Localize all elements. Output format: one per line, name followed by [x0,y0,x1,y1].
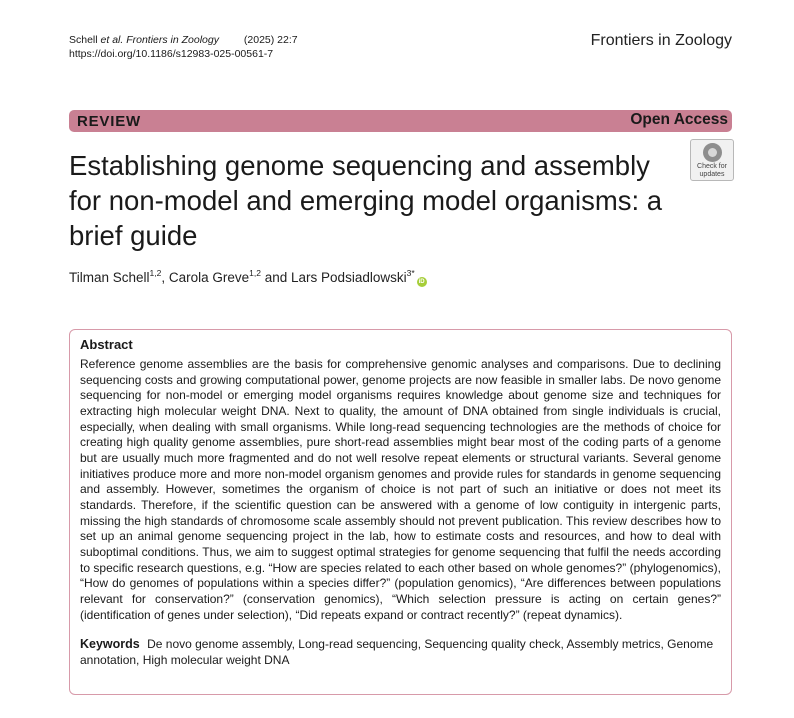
author-separator: , [161,270,169,285]
orcid-icon[interactable]: iD [418,279,425,285]
check-updates-line2: updates [699,170,725,178]
check-updates-line1: Check for [697,163,727,170]
abstract-heading: Abstract [80,337,133,352]
author-affiliation: 1,2 [149,268,162,278]
keywords [80,637,721,668]
keywords-label: Keywords [80,637,140,652]
check-for-updates-button[interactable] [690,139,734,181]
citation-year: (2025) 22:7 [243,34,298,46]
author-affiliation: 1,2 [249,268,261,278]
crossmark-icon [703,143,722,162]
author-list [69,268,427,287]
abstract-text: Reference genome assemblies are the basis for comprehensive genomic analyses and comparisons. Due to declining sequencing costs and growing computational power, genome projects are now feasible in smaller labs. De novo genome sequencing for non-model or emerging model organisms requires knowledge about genome size and techniques for extracting high molecular weight DNA. Next to quality, the amount of DNA obtained from single individuals is crucial, especially, when dealing with small organisms. While long-read sequencing technologies are the methods of choice for creating high quality genome assemblies, pure short-read assemblies might bear most of the coding parts of a genome but are usually much more fragmented and do not well resolve repeat elements or structural variants. Several genome initiatives produce more and more non-model organism genomes and provide rules for standards in genome sequencing and assembly. However, sometimes the organism of choice is not part of such an initiative or does not meet its standards. Therefore, if the scientific question can be answered with a genome of low contiguity in intergenic parts, missing the high standards of chromosome scale assembly should not prevent publication. This review describes how to set up an animal genome sequencing project in the lab, how to estimate costs and resources, and how to deal with suboptimal conditions. Thus, we aim to suggest optimal strategies for genome sequencing that fulfil the needs according to specific research questions, e.g. “How are species related to each other based on whole genomes?” (phylogenomics), “How do genomes of populations within a species differ?” (population genomics), “Are differences between populations relevant for conservation?” (conservation genomics), “Which selection pressure is acting on certain genes?” (identification of genes under selection), “Did repeats expand or contract recently?” (repeat dynamics). [80,357,721,622]
author-separator: and [261,270,292,285]
journal-name: Frontiers in Zoology [590,32,732,49]
abstract-box [69,329,732,695]
author-name[interactable]: Carola Greve [168,270,250,285]
author-affiliation: 3* [406,268,415,278]
article-type: REVIEW [77,113,141,130]
doi-link[interactable]: https://doi.org/10.1186/s12983-025-00561-7 [69,48,274,60]
author-name[interactable]: Tilman Schell [69,270,150,285]
author-name[interactable]: Lars Podsiadlowski [291,270,407,285]
citation-block [69,33,298,61]
keywords-list: De novo genome assembly, Long-read sequencing, Sequencing quality check, Assembly metrics, Genome annotation, High molecular weight DNA [80,637,714,667]
citation-authors: Schell [69,34,101,46]
citation-journal: et al. Frontiers in Zoology [100,34,219,46]
article-title: Establishing genome sequencing and assembly for non-model and emerging model organisms: a brief guide [69,150,663,251]
article-type-banner [69,110,732,132]
open-access-label: Open Access [630,111,728,128]
